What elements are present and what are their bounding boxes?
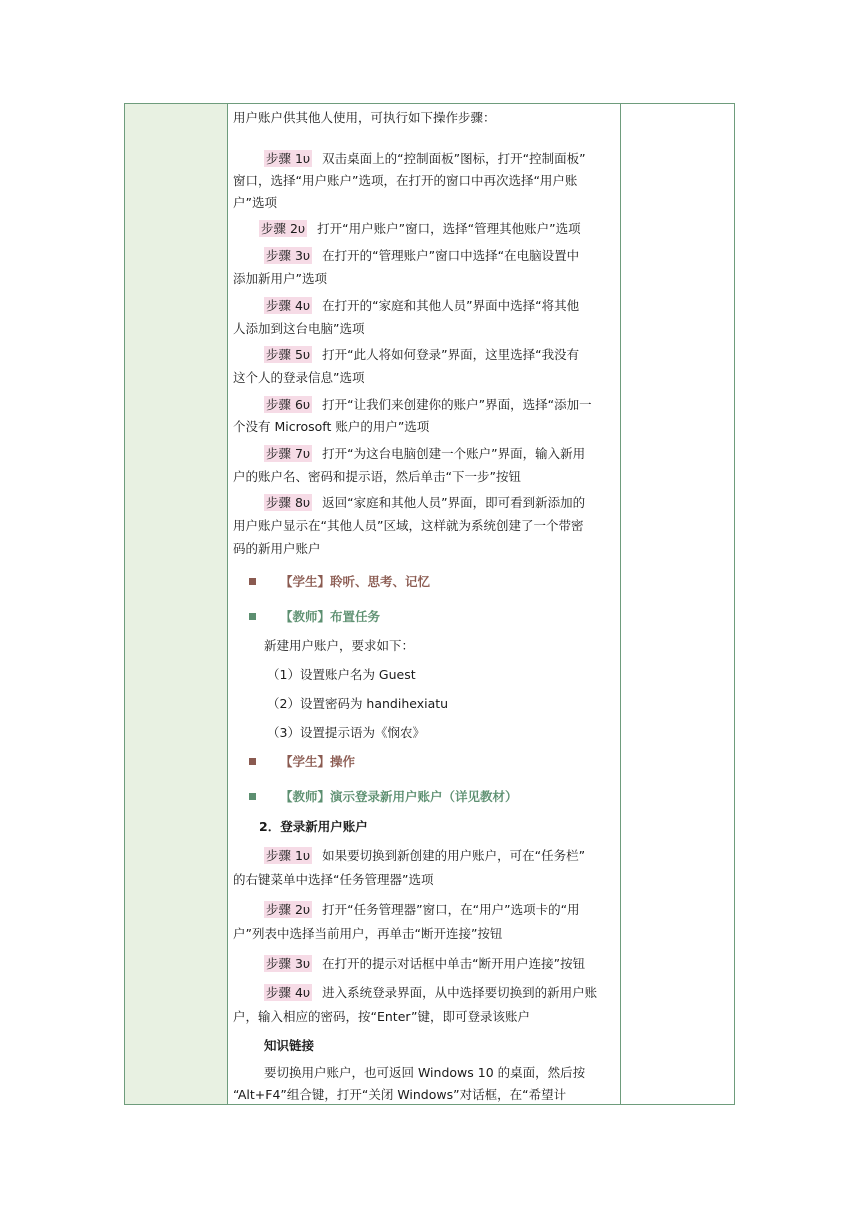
- create-step-8-line-1: 步骤 8υ 返回“家庭和其他人员”界面，即可看到新添加的: [266, 495, 586, 510]
- login-step-2-line-1: 步骤 2υ 打开“任务管理器”窗口，在“用户”选项卡的“用: [266, 902, 580, 917]
- step-tag: 步骤 5υ: [266, 347, 311, 362]
- step-tag: 步骤 2υ: [261, 221, 306, 236]
- step-tag: 步骤 2υ: [266, 902, 311, 917]
- step-tag: 步骤 3υ: [266, 248, 311, 263]
- login-step-4-line-1: 步骤 4υ 进入系统登录界面，从中选择要切换到的新用户账: [266, 985, 598, 1000]
- student-bullet-operate: 【学生】操作: [249, 753, 355, 771]
- create-step-5-line-1: 步骤 5υ 打开“此人将如何登录”界面，这里选择“我没有: [266, 347, 580, 362]
- knowledge-line-2: “Alt+F4”组合键，打开“关闭 Windows”对话框，在“希望计: [233, 1087, 567, 1102]
- knowledge-line-1: 要切换用户账户，也可返回 Windows 10 的桌面，然后按: [264, 1065, 586, 1080]
- create-step-5-line-2: 这个人的登录信息”选项: [233, 370, 365, 385]
- create-step-7-line-1: 步骤 7υ 打开“为这台电脑创建一个账户”界面，输入新用: [266, 446, 586, 461]
- square-bullet-icon: [249, 613, 256, 620]
- login-step-4-line-2: 户，输入相应的密码，按“Enter”键，即可登录该账户: [233, 1009, 531, 1024]
- create-step-8-line-3: 码的新用户账户: [233, 541, 321, 556]
- step-tag: 步骤 3υ: [266, 956, 311, 971]
- right-column: [620, 104, 734, 1104]
- lesson-table: [124, 103, 735, 1105]
- teacher-bullet-demo: 【教师】演示登录新用户账户（详见教材）: [249, 788, 518, 806]
- create-step-1-line-2: 窗口，选择“用户账户”选项，在打开的窗口中再次选择“用户账: [233, 173, 578, 188]
- teacher-bullet-task: 【教师】布置任务: [249, 608, 380, 626]
- step-tag: 步骤 8υ: [266, 495, 311, 510]
- login-step-3-line-1: 步骤 3υ 在打开的提示对话框中单击“断开用户连接”按钮: [266, 956, 586, 971]
- create-step-4-line-2: 人添加到这台电脑”选项: [233, 321, 365, 336]
- step-tag: 步骤 7υ: [266, 446, 311, 461]
- step-tag: 步骤 4υ: [266, 985, 311, 1000]
- create-step-6-line-2: 个没有 Microsoft 账户的用户”选项: [233, 419, 430, 434]
- login-step-2-line-2: 户”列表中选择当前用户，再单击“断开连接”按钮: [233, 926, 503, 941]
- requirement-1: （1）设置账户名为 Guest: [267, 667, 416, 682]
- step-tag: 步骤 6υ: [266, 397, 311, 412]
- task-intro: 新建用户账户，要求如下：: [264, 638, 415, 653]
- create-step-2-line-1: 步骤 2υ 打开“用户账户”窗口，选择“管理其他账户”选项: [261, 221, 581, 236]
- square-bullet-icon: [249, 758, 256, 765]
- create-step-4-line-1: 步骤 4υ 在打开的“家庭和其他人员”界面中选择“将其他: [266, 298, 580, 313]
- knowledge-title: 知识链接: [264, 1038, 315, 1053]
- create-step-3-line-1: 步骤 3υ 在打开的“管理账户”窗口中选择“在电脑设置中: [266, 248, 580, 263]
- square-bullet-icon: [249, 578, 256, 585]
- requirement-2: （2）设置密码为 handihexiatu: [267, 696, 449, 711]
- create-step-7-line-2: 户的账户名、密码和提示语，然后单击“下一步”按钮: [233, 469, 521, 484]
- create-step-6-line-1: 步骤 6υ 打开“让我们来创建你的账户”界面，选择“添加一: [266, 397, 592, 412]
- login-step-1-line-2: 的右键菜单中选择“任务管理器”选项: [233, 872, 434, 887]
- step-tag: 步骤 4υ: [266, 298, 311, 313]
- create-step-8-line-2: 用户账户显示在“其他人员”区域，这样就为系统创建了一个带密: [233, 518, 584, 533]
- square-bullet-icon: [249, 793, 256, 800]
- create-step-1-line-3: 户”选项: [233, 195, 277, 210]
- create-step-3-line-2: 添加新用户”选项: [233, 271, 327, 286]
- content-column: [233, 104, 617, 1104]
- section-title: 2．登录新用户账户: [259, 819, 368, 834]
- left-column: [125, 104, 228, 1104]
- student-bullet-listen: 【学生】聆听、思考、记忆: [249, 573, 430, 591]
- step-tag: 步骤 1υ: [266, 848, 311, 863]
- create-step-1-line-1: 步骤 1υ 双击桌面上的“控制面板”图标，打开“控制面板”: [266, 151, 586, 166]
- login-step-1-line-1: 步骤 1υ 如果要切换到新创建的用户账户，可在“任务栏”: [266, 848, 586, 863]
- requirement-3: （3）设置提示语为《悯农》: [267, 725, 425, 740]
- intro-text: 用户账户供其他人使用，可执行如下操作步骤：: [233, 110, 496, 125]
- step-tag: 步骤 1υ: [266, 151, 311, 166]
